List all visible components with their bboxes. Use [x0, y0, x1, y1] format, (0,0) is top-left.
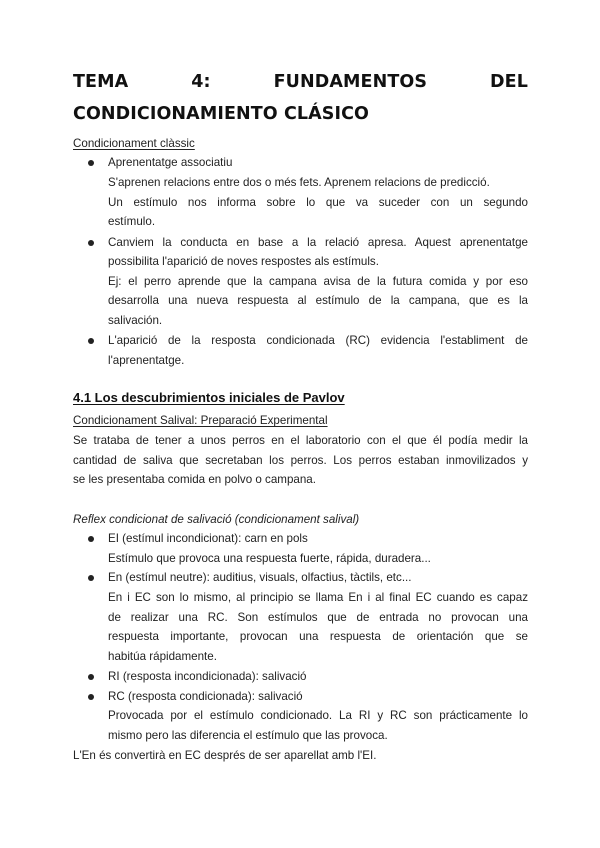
list-item-text: Ej: el perro aprende que la campana avisa de la futura comida y por eso: [108, 275, 528, 288]
list-item-text: EI (estímul incondicionat): carn en pols: [108, 532, 308, 545]
list-item-text: possibilita l'aparició de noves respostes als estímuls.: [108, 255, 379, 268]
list-item-text: L'aparició de la resposta condicionada (RC) evidencia l'establiment de: [108, 334, 528, 347]
title-word: TEMA: [73, 72, 129, 92]
list-item-text: desarrolla una nueva respuesta al estímulo de la campana, que es la: [108, 294, 528, 307]
list-item-text: salivación.: [108, 314, 163, 327]
list-item-text: En i EC son lo mismo, al principio se llama En i al final EC cuando es capaz: [108, 591, 528, 604]
list-item-text: l'aprenentatge.: [108, 354, 185, 367]
list-item-text: habitúa rápidamente.: [108, 650, 217, 663]
paragraph-line: cantidad de saliva que secretaban los perros. Los perros estaban inmovilizados y: [73, 454, 528, 467]
bullet-icon: [88, 694, 94, 700]
reflex-title: Reflex condicionat de salivació (condicionament salival): [73, 513, 360, 526]
paragraph-line: Se trataba de tener a unos perros en el laboratorio con el que él podía medir la: [73, 434, 528, 447]
list-item-text: Provocada por el estímulo condicionado. La RI y RC son prácticamente lo: [108, 709, 528, 722]
closing-line: L'En és convertirà en EC després de ser aparellat amb l'EI.: [73, 749, 377, 762]
paragraph-line: se les presentaba comida en polvo o campana.: [73, 473, 316, 486]
page-title-line-1: [73, 72, 528, 92]
bullet-icon: [88, 536, 94, 542]
list-item-text: mismo pero las diferencia el estímulo que las provoca.: [108, 729, 388, 742]
bullet-icon: [88, 338, 94, 344]
section-heading-pavlov: 4.1 Los descubrimientos iniciales de Pavlov: [73, 390, 345, 405]
title-word: DEL: [490, 72, 528, 92]
title-word: 4:: [191, 72, 211, 92]
section-heading-condicionament: Condicionament clàssic: [73, 137, 195, 150]
list-item-text: de realizar una RC. Son estímulos que de entrada no provocan una: [108, 611, 528, 624]
page-title-line-2: CONDICIONAMIENTO CLÁSICO: [73, 104, 370, 124]
list-item-text: En (estímul neutre): auditius, visuals, olfactius, tàctils, etc...: [108, 571, 412, 584]
list-item-text: Estímulo que provoca una respuesta fuerte, rápida, duradera...: [108, 552, 431, 565]
list-item-text: respuesta importante, provocan una respuesta de orientación que se: [108, 630, 528, 643]
title-word: FUNDAMENTOS: [273, 72, 428, 92]
list-item-text: RI (resposta incondicionada): salivació: [108, 670, 307, 683]
bullet-icon: [88, 160, 94, 166]
bullet-icon: [88, 240, 94, 246]
bullet-icon: [88, 575, 94, 581]
list-item-text: Canviem la conducta en base a la relació apresa. Aquest aprenentatge: [108, 236, 528, 249]
bullet-icon: [88, 674, 94, 680]
list-item-text: S'aprenen relacions entre dos o més fets. Aprenem relacions de predicció.: [108, 176, 490, 189]
list-item-text: Un estímulo nos informa sobre lo que va suceder con un segundo: [108, 196, 528, 209]
list-item-text: RC (resposta condicionada): salivació: [108, 690, 303, 703]
list-item-text: Aprenentatge associatiu: [108, 156, 233, 169]
subsection-heading: Condicionament Salival: Preparació Experimental: [73, 414, 328, 427]
list-item-text: estímulo.: [108, 215, 156, 228]
